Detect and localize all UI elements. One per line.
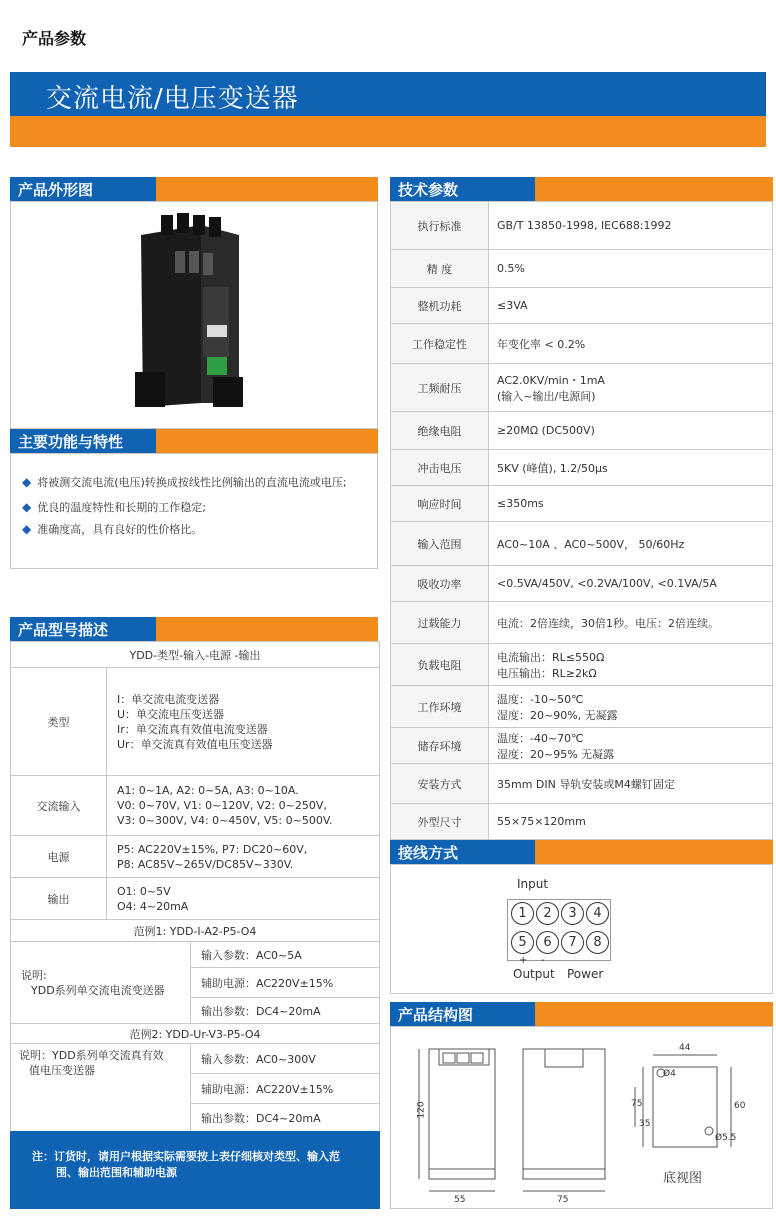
input-label: Input <box>517 877 549 891</box>
section-header-wiring <box>390 840 773 864</box>
spec-key: 冲击电压 <box>391 450 489 486</box>
dim-label: Ø5.5 <box>715 1133 737 1143</box>
spec-key: 储存环境 <box>391 728 489 764</box>
model-table <box>10 641 380 920</box>
terminal: 6 <box>536 931 559 954</box>
spec-row <box>391 602 773 644</box>
diamond-icon: ◆ <box>22 475 32 489</box>
spec-row <box>391 522 773 566</box>
spec-value: 35mm DIN 导轨安装或M4螺钉固定 <box>489 764 773 804</box>
model-value: O1: 0~5V O4: 4~20mA <box>107 878 380 920</box>
spec-key: 输入范围 <box>391 522 489 566</box>
spec-row <box>391 686 773 728</box>
spec-value: GB/T 13850-1998, IEC688:1992 <box>489 202 773 250</box>
section-header-model <box>10 617 378 641</box>
product-photo <box>121 207 271 417</box>
spec-value: AC0~10A 、AC0~500V， 50/60Hz <box>489 522 773 566</box>
spec-key: 外型尺寸 <box>391 804 489 840</box>
example-desc: 说明：YDD系列单交流真有效 值电压变送器 <box>11 1044 191 1132</box>
spec-key: 整机功耗 <box>391 288 489 324</box>
dim-label: 60 <box>734 1101 746 1111</box>
terminal: 7 <box>561 931 584 954</box>
wiring-box <box>390 864 773 994</box>
spec-value: 温度：-40~70℃ 湿度：20~95% 无凝露 <box>489 728 773 764</box>
spec-key: 精 度 <box>391 250 489 288</box>
spec-key: 工频耐压 <box>391 364 489 412</box>
spec-value: 温度：-10~50℃ 湿度：20~90%, 无凝露 <box>489 686 773 728</box>
dim-label: 35 <box>639 1119 651 1129</box>
section-header-structure <box>390 1002 773 1026</box>
structure-drawing <box>391 1027 774 1210</box>
spec-key: 吸收功率 <box>391 566 489 602</box>
spec-value: 5KV (峰值), 1.2/50μs <box>489 450 773 486</box>
spec-key: 工作环境 <box>391 686 489 728</box>
model-value: I：单交流电流变送器 U：单交流电压变送器 Ir：单交流真有效值电流变送器 Ur：单交流真有效值电压变送器 <box>107 668 380 776</box>
terminal: 2 <box>536 902 559 925</box>
model-value: A1: 0~1A, A2: 0~5A, A3: 0~10A. V0: 0~70V, V1: 0~120V, V2: 0~250V, V3: 0~300V, V4: 0~450V, V5: 0~500V. <box>107 776 380 836</box>
section-title: 主要功能与特性 <box>18 433 124 451</box>
spec-key: 响应时间 <box>391 486 489 522</box>
bottom-view-label: 底视图 <box>663 1171 703 1186</box>
terminal: 4 <box>586 902 609 925</box>
example-row: 辅助电源：AC220V±15% <box>191 1074 380 1104</box>
page-label: 产品参数 <box>22 29 87 48</box>
terminal: 8 <box>586 931 609 954</box>
spec-value: 年变化率 < 0.2% <box>489 324 773 364</box>
output-label: Output <box>513 967 555 981</box>
model-header: YDD-类型-输入-电源 -输出 <box>11 642 380 668</box>
feature-item: ◆ 准确度高，具有良好的性价格比。 <box>22 522 203 536</box>
spec-key: 负载电阻 <box>391 644 489 686</box>
spec-row <box>391 644 773 686</box>
power-label: Power <box>567 967 604 981</box>
structure-box <box>390 1026 773 1209</box>
spec-value: 电流：2倍连续，30倍1秒。电压：2倍连续。 <box>489 602 773 644</box>
spec-key: 执行标准 <box>391 202 489 250</box>
spec-row <box>391 450 773 486</box>
appearance-box <box>10 201 378 429</box>
page-title: 交流电流/电压变送器 <box>46 84 299 114</box>
feature-item: ◆ 将被测交流电流(电压)转换成按线性比例输出的直流电流或电压; <box>22 475 347 489</box>
spec-row <box>391 250 773 288</box>
spec-key: 绝缘电阻 <box>391 412 489 450</box>
spec-row <box>391 202 773 250</box>
spec-key: 过载能力 <box>391 602 489 644</box>
spec-key: 工作稳定性 <box>391 324 489 364</box>
model-key: 交流输入 <box>11 776 107 836</box>
section-header-specs <box>390 177 773 201</box>
section-title: 技术参数 <box>398 181 459 199</box>
spec-value: ≥20MΩ (DC500V) <box>489 412 773 450</box>
spec-value: 55×75×120mm <box>489 804 773 840</box>
example-row: 辅助电源：AC220V±15% <box>191 968 380 998</box>
section-title: 接线方式 <box>398 844 459 862</box>
dim-label: 120 <box>416 1101 427 1119</box>
order-note: 注：订货时，请用户根据实际需要按上表仔细核对类型、输入范 围、输出范围和辅助电源 <box>10 1131 380 1209</box>
spec-value: AC2.0KV/min・1mA (输入~输出/电源间) <box>489 364 773 412</box>
spec-row <box>391 324 773 364</box>
spec-row <box>391 364 773 412</box>
model-value: P5: AC220V±15%, P7: DC20~60V, P8: AC85V~265V/DC85V~330V. <box>107 836 380 878</box>
model-key: 输出 <box>11 878 107 920</box>
terminal: 3 <box>561 902 584 925</box>
diamond-icon: ◆ <box>22 522 32 536</box>
example-title: 范例2: YDD-Ur-V3-P5-O4 <box>11 1024 380 1044</box>
spec-value: ≤3VA <box>489 288 773 324</box>
dim-label: 75 <box>557 1195 569 1205</box>
spec-value: 电流输出：RL≤550Ω 电压输出：RL≥2kΩ <box>489 644 773 686</box>
model-key: 类型 <box>11 668 107 776</box>
section-header-appearance <box>10 177 378 201</box>
minus-sign: - <box>541 955 545 966</box>
plus-sign: + <box>519 955 528 966</box>
spec-row <box>391 566 773 602</box>
model-key: 电源 <box>11 836 107 878</box>
terminal: 5 <box>511 931 534 954</box>
spec-table <box>390 201 773 840</box>
section-title: 产品型号描述 <box>18 621 109 639</box>
spec-value: 0.5% <box>489 250 773 288</box>
dim-label: 44 <box>679 1043 691 1053</box>
section-title: 产品结构图 <box>398 1006 474 1024</box>
example-row: 输入参数：AC0~5A <box>191 942 380 968</box>
example-row: 输入参数：AC0~300V <box>191 1044 380 1074</box>
example-row: 输出参数：DC4~20mA <box>191 1104 380 1132</box>
section-title: 产品外形图 <box>18 181 94 199</box>
spec-row <box>391 764 773 804</box>
spec-row <box>391 486 773 522</box>
spec-value: <0.5VA/450V, <0.2VA/100V, <0.1VA/5A <box>489 566 773 602</box>
spec-row <box>391 412 773 450</box>
dim-label: 75 <box>631 1099 643 1109</box>
spec-row <box>391 804 773 840</box>
spec-row <box>391 728 773 764</box>
example-desc: 说明: YDD系列单交流电流变送器 <box>11 942 191 1024</box>
dim-label: Ø4 <box>663 1069 676 1079</box>
example-1-table <box>10 919 380 1024</box>
dim-label: 55 <box>454 1195 466 1205</box>
section-header-features <box>10 429 378 453</box>
terminal: 1 <box>511 902 534 925</box>
feature-item: ◆ 优良的温度特性和长期的工作稳定; <box>22 500 206 514</box>
example-2-table <box>10 1023 380 1132</box>
spec-value: ≤350ms <box>489 486 773 522</box>
spec-key: 安装方式 <box>391 764 489 804</box>
spec-row <box>391 288 773 324</box>
example-row: 输出参数：DC4~20mA <box>191 998 380 1024</box>
example-title: 范例1: YDD-I-A2-P5-O4 <box>11 920 380 942</box>
diamond-icon: ◆ <box>22 500 32 514</box>
